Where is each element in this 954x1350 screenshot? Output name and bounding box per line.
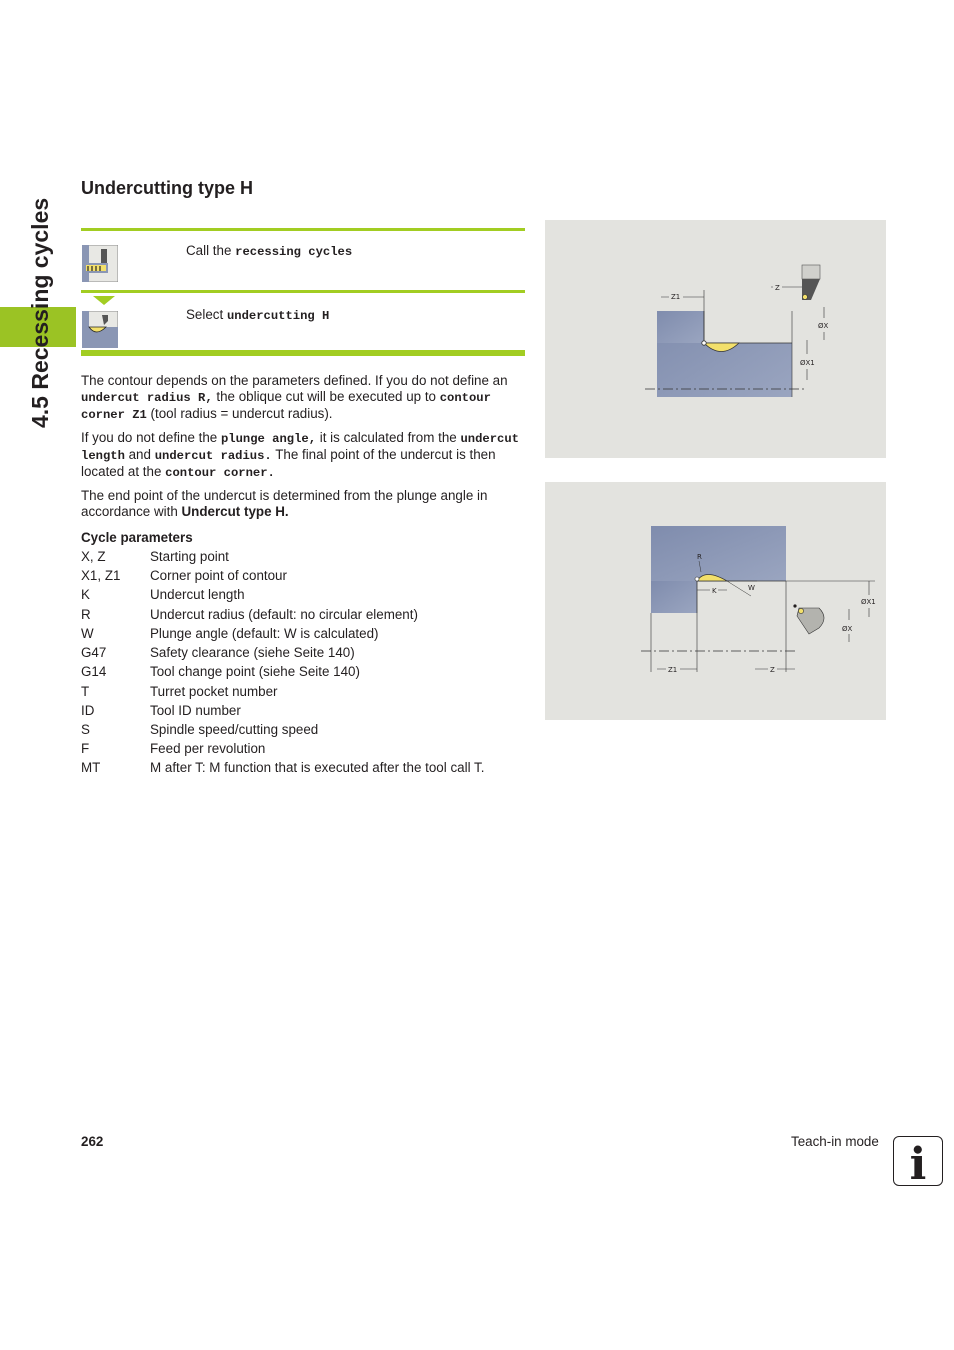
parameter-row: K Undercut length [81,587,245,602]
svg-text:Z: Z [770,666,775,674]
parameter-row: X1, Z1 Corner point of contour [81,568,287,583]
parameter-row: R Undercut radius (default: no circular element) [81,607,418,622]
svg-text:ØX1: ØX1 [800,359,815,367]
section-heading: Undercutting type H [81,178,254,198]
chapter-side-title: 4.5 Recessing cycles [27,197,53,428]
svg-text:Z1: Z1 [671,293,681,301]
svg-text:Z1: Z1 [668,666,678,674]
parameter-row: G47 Safety clearance (siehe Seite 140) [81,645,355,660]
parameter-row: G14 Tool change point (siehe Seite 140) [81,664,360,679]
page-number: 262 [81,1134,104,1149]
parameter-row: X, Z Starting point [81,549,229,564]
step-divider-bottom [81,350,525,356]
step-call-text: Call the recessing cycles [186,243,353,259]
workpiece-body [651,526,786,581]
figure-undercut-parameters [545,482,886,720]
parameter-row: W Plunge angle (default: W is calculated) [81,626,379,641]
parameter-row: ID Tool ID number [81,703,241,718]
step-divider-middle [81,290,525,293]
svg-text:R: R [697,553,702,561]
footer-section-title: Teach-in mode [791,1134,879,1149]
svg-text:ØX1: ØX1 [861,598,876,606]
svg-text:ØX: ØX [818,322,829,330]
svg-text:i: i [909,1139,927,1185]
step-divider-top [81,228,525,231]
cycle-parameters-title: Cycle parameters [81,530,193,545]
svg-text:K: K [712,587,717,595]
figure-undercut-overview [545,220,886,458]
undercutting-h-softkey-icon [82,311,118,348]
parameter-row: F Feed per revolution [81,741,266,756]
svg-text:W: W [748,584,755,592]
parameter-row: S Spindle speed/cutting speed [81,722,319,737]
parameter-row: MT M after T: M function that is executed after the tool call T. [81,760,485,775]
paragraph-end-point: The end point of the undercut is determined from the plunge angle in accordance with Undercut type H. [81,488,488,519]
step-select-text: Select undercutting H [186,307,330,323]
parameter-row: T Turret pocket number [81,684,278,699]
svg-text:Z: Z [775,284,780,292]
step-arrow-icon [93,293,115,308]
info-icon [893,1136,943,1186]
recessing-cycles-softkey-icon [82,245,118,282]
paragraph-plunge-angle: If you do not define the plunge angle, it is calculated from the undercut length and undercut radius. The final point of the undercut is then located at the contour corner. [81,430,519,480]
paragraph-contour: The contour depends on the parameters defined. If you do not define an undercut radius R, the oblique cut will be executed up to contour corner Z1 (tool radius = undercut radius). [81,373,508,422]
svg-text:ØX: ØX [842,625,853,633]
